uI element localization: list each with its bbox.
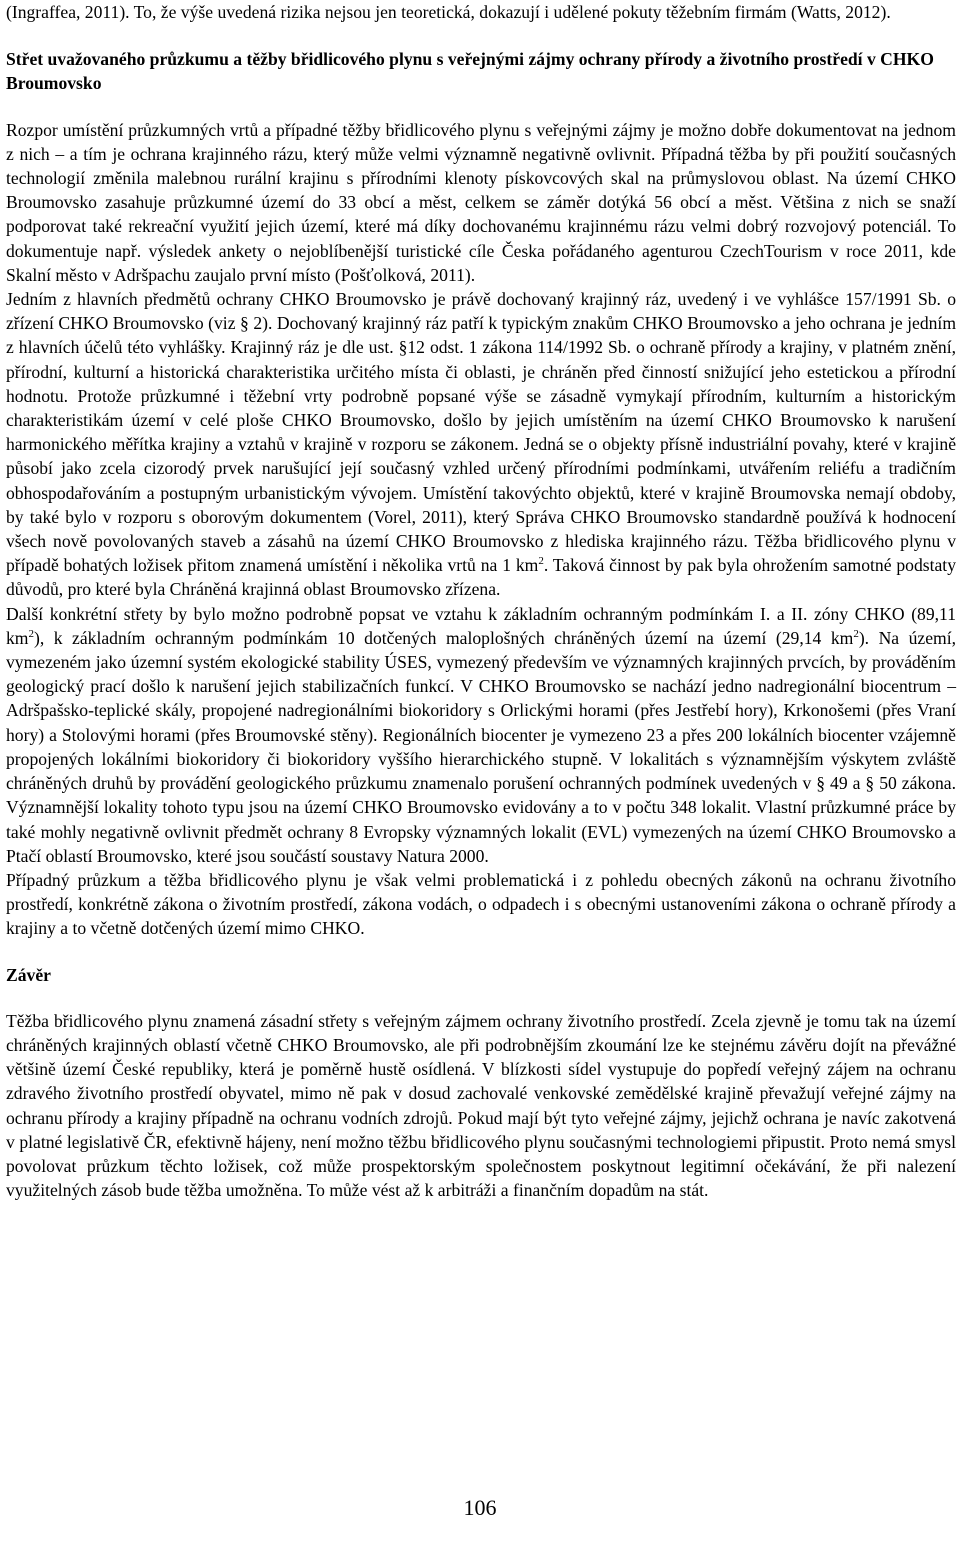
paragraph-2-text-b: . Taková činnost by pak byla ohrožením samotné podstaty důvodů, pro které byla Chráněná krajinná oblast Broumovsko zřízena.	[6, 555, 956, 600]
paragraph-3	[6, 602, 956, 868]
paragraph-3-superscript-2: 2	[853, 628, 859, 641]
paragraph-3-superscript-1: 2	[28, 628, 34, 641]
paragraph-3-text-a: Další konkrétní střety by bylo možno podrobně popsat ve vztahu k základním ochranným podmínkám I. a II. zóny CHKO (89,11 km	[6, 603, 956, 648]
conclusion-heading: Závěr	[6, 964, 51, 985]
paragraph-1: Rozpor umístění průzkumných vrtů a případné těžby břidlicového plynu s veřejnými zájmy je možno dobře dokumentovat na jednom z nich – a tím je ochrana krajinného rázu, který může velmi významně negativně ovlivnit. Případná těžba by při použití současných technologií změnila malebnou rurální krajinu s přírodními klenoty pískovcových skal na průmyslovou oblast. Na území CHKO Broumovsko zasahuje průzkumné území do 33 obcí a měst, celkem se záměr dotýká 56 obcí a měst. Většina z nich se snaží podporovat také rekreační využití jejich území, které má díky dochovanému krajinnému rázu velmi dobrý rozvojový potenciál. To dokumentuje např. výsledek ankety o nejoblíbenější turistické cíle Česka pořádaného agenturou CzechTourism v roce 2011, kde Skalní město v Adršpachu zaujalo první místo (Pošťolková, 2011).	[6, 119, 956, 285]
paragraph-2	[6, 287, 956, 602]
section-heading: Střet uvažovaného průzkumu a těžby břidlicového plynu s veřejnými zájmy ochrany přírody a životního prostředí v CHKO Broumovsko	[6, 49, 934, 94]
paragraph-2-superscript: 2	[538, 555, 544, 568]
document-page	[6, 0, 956, 1202]
top-paragraph: (Ingraffea, 2011). To, že výše uvedená rizika nejsou jen teoretická, dokazují i udělené pokuty těžebním firmám (Watts, 2012).	[6, 2, 891, 22]
paragraph-3-text-c: ). Na území, vymezeném jako územní systém ekologické stability ÚSES, vymezený především ve významných krajinných prvcích, by prováděním geologický prací došlo k narušení jejich stabilizačních funkcí. V CHKO Broumovsko se nachází jedno nadregionální biocentrum – Adršpašsko-teplické skály, propojené nadregionálními biokoridory s Orlickými horami (přes Jestřebí hory), Krkonošemi (přes Vraní hory) a Stolovými horami (přes Broumovské stěny). Regionálních biocenter je vymezeno 23 a přes 200 lokálních biocenter vzájemně propojených lokálními biokoridory či biokoridory vyššího hierarchického stupně. V lokalitách s významnějším výskytem zvláště chráněných druhů by provádění geologického průzkumu znamenalo porušení ochranných podmínek uvedených v § 49 a § 50 zákona. Významnější lokality tohoto typu jsou na území CHKO Broumovsko evidovány a to v počtu 348 lokalit. Vlastní průzkumné práce by také mohly negativně ovlivnit předmět ochrany 8 Evropsky významných lokalit (EVL) vymezených na území CHKO Broumovsko a Ptačí oblastí Broumovsko, které jsou součástí soustavy Natura 2000.	[6, 627, 956, 866]
conclusion-paragraph: Těžba břidlicového plynu znamená zásadní střety s veřejným zájmem ochrany životního prostředí. Zcela zjevně je tomu tak na území chráněných krajinných oblastí včetně CHKO Broumovsko, ale při podrobnějším zkoumání lze ke stejnému závěru dojít na převážné většině území České republiky, která je poměrně hustě osídlená. V blízkosti sídel vystupuje do popředí veřejný zájem na ochranu zdravého životního prostředí obyvatel, mimo ně pak v dosud zachovalé venkovské zemědělské krajině převažují veřejné zájmy na ochranu přírody a krajiny případně na ochranu vodních zdrojů. Pokud mají být tyto veřejné zájmy, jejichž ochrana je navíc zakotvená v platné legislativě ČR, efektivně hájeny, není možno těžbu břidlicového plynu současnými technologiemi připustit. Proto nemá smysl povolovat průzkum těchto ložisek, což může prospektorským společnostem poskytnout legitimní očekávání, že při nalezení využitelných zásob bude těžba umožněna. To může vést až k arbitráži a finančním dopadům na stát.	[6, 1010, 956, 1201]
paragraph-3-text-b: ), k základním ochranným podmínkám 10 dotčených maloplošných chráněných území na území (29,14 km	[33, 627, 854, 648]
section-body	[6, 118, 956, 941]
page-number: 106	[463, 1495, 497, 1520]
paragraph-2-text-a: Jedním z hlavních předmětů ochrany CHKO Broumovsko je právě dochovaný krajinný ráz, uvedený i ve vyhlášce 157/1991 Sb. o zřízení CHKO Broumovsko (viz § 2). Dochovaný krajinný ráz patří k typickým znakům CHKO Broumovsko a jeho ochrana je jedním z hlavních účelů této vyhlášky. Krajinný ráz je dle ust. §12 odst. 1 zákona 114/1992 Sb. o ochraně přírody a krajiny, v platném znění, přírodní, kulturní a historická charakteristika určitého místa či oblasti, je chráněn před činností snižující jeho estetickou a přírodní hodnotu. Protože průzkumné i těžební vrty podrobně popsané výše se zásadně vymykají přírodním, kulturním a historickým charakteristikám území v celé ploše CHKO Broumovsko, došlo by jejich umístěním na území CHKO Broumovsko k narušení harmonického měřítka krajiny a vztahů v krajině v rozporu se zákonem. Jedná se o objekty přísně industriální povahy, které v krajině působí jako zcela cizorodý prvek narušující její současný vzhled určený přírodními podmínkami, utvářením reliéfu a tradičním obhospodařováním a postupným urbanistickým vývojem. Umístění takovýchto objektů, které v krajině Broumovska nemají obdoby, by také bylo v rozporu s oborovým dokumentem (Vorel, 2011), který Správa CHKO Broumovsko standardně používá k hodnocení všech nově povolovaných staveb a zásahů na území CHKO Broumovsko z hlediska krajinného rázu. Těžba břidlicového plynu v případě bohatých ložisek přitom znamená umístění i několika vrtů na 1 km	[6, 289, 956, 576]
paragraph-4: Případný průzkum a těžba břidlicového plynu je však velmi problematická i z pohledu obecných zákonů na ochranu životního prostředí, konkrétně zákona o životním prostředí, zákona vodách, o odpadech i s obecnými ustanoveními zákona o ochraně přírody a krajiny a to včetně dotčených území mimo CHKO.	[6, 869, 956, 939]
